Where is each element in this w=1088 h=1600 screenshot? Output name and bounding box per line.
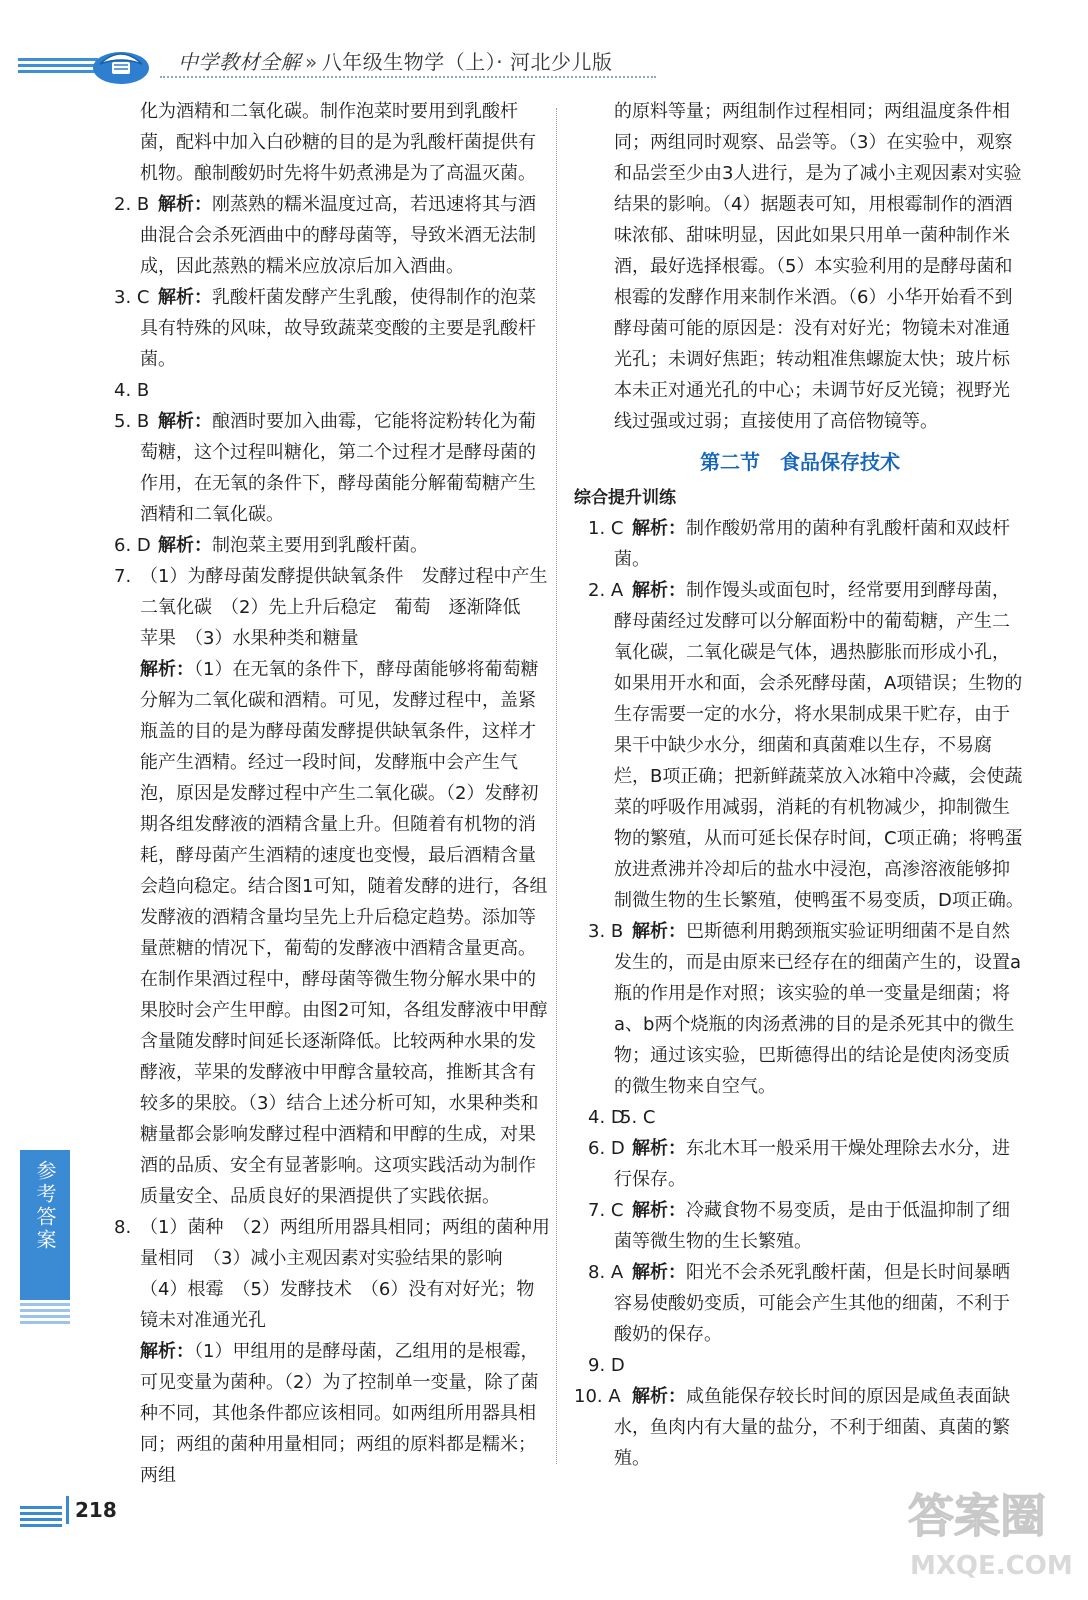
answer-number: 3. C [114, 287, 150, 308]
answer-number: 4. D [588, 1107, 625, 1128]
answer-item-r9 [574, 1350, 1026, 1381]
subject-title: 八年级生物学（上）· 河北少儿版 [321, 50, 613, 74]
answer-text-continued [100, 1274, 550, 1336]
header-dotted-line [160, 76, 656, 78]
analysis-label: 解析： [632, 518, 686, 539]
answer-number: 3. B [588, 921, 624, 942]
answer-number: 5. B [114, 411, 150, 432]
answer-item-8 [100, 1212, 550, 1274]
answer-item-r3 [574, 916, 1026, 1102]
analysis-block-8 [100, 1336, 550, 1491]
analysis-text: 刚蒸熟的糯米温度过高，若迅速将其与酒曲混合会杀死酒曲中的酵母菌等，导致米酒无法制成，因此蒸熟的糯米应放凉后加入酒曲。 [140, 194, 536, 277]
answer-number: 8. [114, 1217, 132, 1238]
answer-number: 1. C [588, 518, 624, 539]
analysis-label: 解析： [632, 1386, 686, 1407]
analysis-text: 制作馒头或面包时，经常要用到酵母菌，酵母菌经过发酵可以分解面粉中的葡萄糖，产生二氧化碳，二氧化碳是气体，遇热膨胀而形成小孔，如果用开水和面，会杀死酵母菌，A项错误；生物的生存需要一定的水分，将水果制成果干贮存，由于果干中缺少水分，细菌和真菌难以生存，不易腐烂，B项正确；把新鲜蔬菜放入冰箱中冷藏，会使蔬菜的呼吸作用减弱，消耗的有机物减少，抑制微生物的繁殖，从而可延长保存时间，C项正确；将鸭蛋放进煮沸并冷却后的盐水中浸泡，高渗溶液能够抑制微生物的生长繁殖，使鸭蛋不易变质，D项正确。 [614, 580, 1024, 911]
answer-number: 10. A [574, 1386, 621, 1407]
right-column [574, 96, 1026, 1474]
analysis-text: 乳酸杆菌发酵产生乳酸，使得制作的泡菜具有特殊的风味，故导致蔬菜变酸的主要是乳酸杆菌。 [140, 287, 536, 370]
analysis-label: 解析： [632, 1138, 686, 1159]
answer-text-line2: 苹果 （3）水果种类和糖量 [140, 628, 359, 649]
answer-text-continued [100, 623, 550, 654]
analysis-text: 咸鱼能保存较长时间的原因是咸鱼表面缺水，鱼肉内有大量的盐分，不利于细菌、真菌的繁殖。 [614, 1386, 1010, 1469]
answer-item-6 [100, 530, 550, 561]
analysis-label: 解析： [158, 194, 212, 215]
analysis-label: 解析： [632, 580, 686, 601]
analysis-label: 解析： [632, 1200, 686, 1221]
analysis-label: 解析： [140, 659, 194, 680]
answer-item-r1 [574, 513, 1026, 575]
side-tab-label: 参考答案 [33, 1160, 57, 1252]
answer-item-r8 [574, 1257, 1026, 1350]
page-header [0, 0, 1088, 96]
section-title: 第二节 食品保存技术 [700, 450, 900, 474]
analysis-text: 巴斯德利用鹅颈瓶实验证明细菌不是自然发生的，而是由原来已经存在的细菌产生的，设置a瓶的作用是作对照；该实验的单一变量是细菌；将a、b两个烧瓶的肉汤煮沸的目的是杀死其中的微生物；通过该实验，巴斯德得出的结论是使肉汤变质的微生物来自空气。 [614, 921, 1022, 1097]
answer-item-r10 [574, 1381, 1026, 1474]
answer-number: 2. A [588, 580, 624, 601]
answer-text: （1）为酵母菌发酵提供缺氧条件 发酵过程中产生二氧化碳 （2）先上升后稳定 葡萄 逐渐降低 [140, 566, 548, 618]
analysis-text: （1）甲组用的是酵母菌，乙组用的是根霉，可见变量为菌种。（2）为了控制单一变量，除了菌种不同，其他条件都应该相同。如两组所用器具相同；两组的菌种用量相同；两组的原料都是糯米；两组 [140, 1341, 539, 1486]
answer-number: 8. A [588, 1262, 624, 1283]
continued-paragraph: 的原料等量；两组制作过程相同；两组温度条件相同；两组同时观察、品尝等。（3）在实验中，观察和品尝至少由3人进行，是为了减小主观因素对实验结果的影响。（4）据题表可知，用根霉制作的酒酒味浓郁、甜味明显，因此如果只用单一菌种制作米酒，最好选择根霉。（5）本实验利用的是酵母菌和根霉的发酵作用来制作米酒。（6）小华开始看不到酵母菌可能的原因是：没有对好光；物镜未对准通光孔；未调好焦距；转动粗准焦螺旋太快；玻片标本未正对通光孔的中心；未调节好反光镜；视野光线过强或过弱；直接使用了高倍物镜等。 [614, 101, 1022, 432]
answer-item-3 [100, 282, 550, 375]
analysis-label: 解析： [140, 1341, 194, 1362]
answer-number: 4. B [114, 380, 150, 401]
continued-paragraph: 化为酒精和二氧化碳。制作泡菜时要用到乳酸杆菌，配料中加入白砂糖的目的是为乳酸杆菌提供有机物。酿制酸奶时先将牛奶煮沸是为了高温灭菌。 [140, 101, 536, 184]
answer-item-r2 [574, 575, 1026, 916]
answer-number: 7. [114, 566, 132, 587]
analysis-text: 制泡菜主要用到乳酸杆菌。 [212, 535, 428, 556]
answer-item-r6 [574, 1133, 1026, 1195]
answer-number: 7. C [588, 1200, 624, 1221]
analysis-label: 解析： [158, 535, 212, 556]
analysis-label: 解析： [632, 921, 686, 942]
answer-number: 2. B [114, 194, 150, 215]
analysis-text: 酿酒时要加入曲霉，它能将淀粉转化为葡萄糖，这个过程叫糖化，第二个过程才是酵母菌的作用，在无氧的条件下，酵母菌能分解葡萄糖产生酒精和二氧化碳。 [140, 411, 536, 525]
analysis-label: 解析： [632, 1262, 686, 1283]
header-separator-icon: » [305, 50, 318, 74]
analysis-label: 解析： [158, 411, 212, 432]
answer-number: 9. D [588, 1355, 625, 1376]
header-title [178, 46, 612, 75]
analysis-block-7 [100, 654, 550, 1212]
side-tab-reference-answers [20, 1150, 70, 1300]
answer-item-r7 [574, 1195, 1026, 1257]
analysis-text: 阳光不会杀死乳酸杆菌，但是长时间暴晒容易使酸奶变质，可能会产生其他的细菌，不利于酸奶的保存。 [614, 1262, 1010, 1345]
watermark-url-text: MXQE.COM [910, 1551, 1073, 1581]
left-column [100, 96, 550, 1491]
analysis-text: 制作酸奶常用的菌种有乳酸杆菌和双歧杆菌。 [614, 518, 1010, 570]
analysis-text: （1）在无氧的条件下，酵母菌能够将葡萄糖分解为二氧化碳和酒精。可见，发酵过程中，盖紧瓶盖的目的是为酵母菌发酵提供缺氧条件，这样才能产生酒精。经过一段时间，发酵瓶中会产生气泡，原因是发酵过程中产生二氧化碳。（2）发酵初期各组发酵液的酒精含量上升。但随着有机物的消耗，酵母菌产生酒精的速度也变慢，最后酒精含量会趋向稳定。结合图1可知，随着发酵的进行，各组发酵液的酒精含量均呈先上升后稳定趋势。添加等量蔗糖的情况下，葡萄的发酵液中酒精含量更高。在制作果酒过程中，酵母菌等微生物分解水果中的果胶时会产生甲醇。由图2可知，各组发酵液中甲醇含量随发酵时间延长逐渐降低。比较两种水果的发酵液，苹果的发酵液中甲醇含量较高，推断其含有较多的果胶。（3）结合上述分析可知，水果种类和糖量都会影响发酵过程中酒精和甲醇的生成，对果酒的品质、安全有显著影响。这项实践活动为制作质量安全、品质良好的果酒提供了实践依据。 [140, 659, 548, 1207]
footer-stripes [20, 1506, 62, 1530]
answer-item-4 [100, 375, 550, 406]
page-number: 218 [66, 1496, 117, 1524]
watermark-logo [900, 1470, 1076, 1588]
book-title: 中学教材全解 [178, 50, 301, 74]
answer-text-line2: （4）根霉 （5）发酵技术 （6）没有对好光；物镜未对准通光孔 [140, 1279, 535, 1331]
analysis-label: 解析： [158, 287, 212, 308]
answer-item-r4-r5 [574, 1102, 1026, 1133]
watermark-logo-text: 答案圈 [908, 1489, 1046, 1543]
book-logo-icon [90, 42, 152, 86]
answer-number: 6. D [114, 535, 151, 556]
analysis-text: 东北木耳一般采用干燥处理除去水分，进行保存。 [614, 1138, 1010, 1190]
answer-text: （1）菌种 （2）两组所用器具相同；两组的菌种用量相同 （3）减小主观因素对实验结果的影响 [140, 1217, 550, 1269]
answer-item-5 [100, 406, 550, 530]
analysis-text: 冷藏食物不易变质，是由于低温抑制了细菌等微生物的生长繁殖。 [614, 1200, 1010, 1252]
column-divider [556, 108, 557, 1464]
header-stripes [18, 58, 98, 78]
answer-number-5: 5. C [620, 1107, 656, 1128]
answer-item-7 [100, 561, 550, 623]
side-tab-stripes [20, 1300, 70, 1330]
answer-number: 6. D [588, 1138, 625, 1159]
section-subtitle: 综合提升训练 [574, 488, 676, 508]
answer-item-2 [100, 189, 550, 282]
